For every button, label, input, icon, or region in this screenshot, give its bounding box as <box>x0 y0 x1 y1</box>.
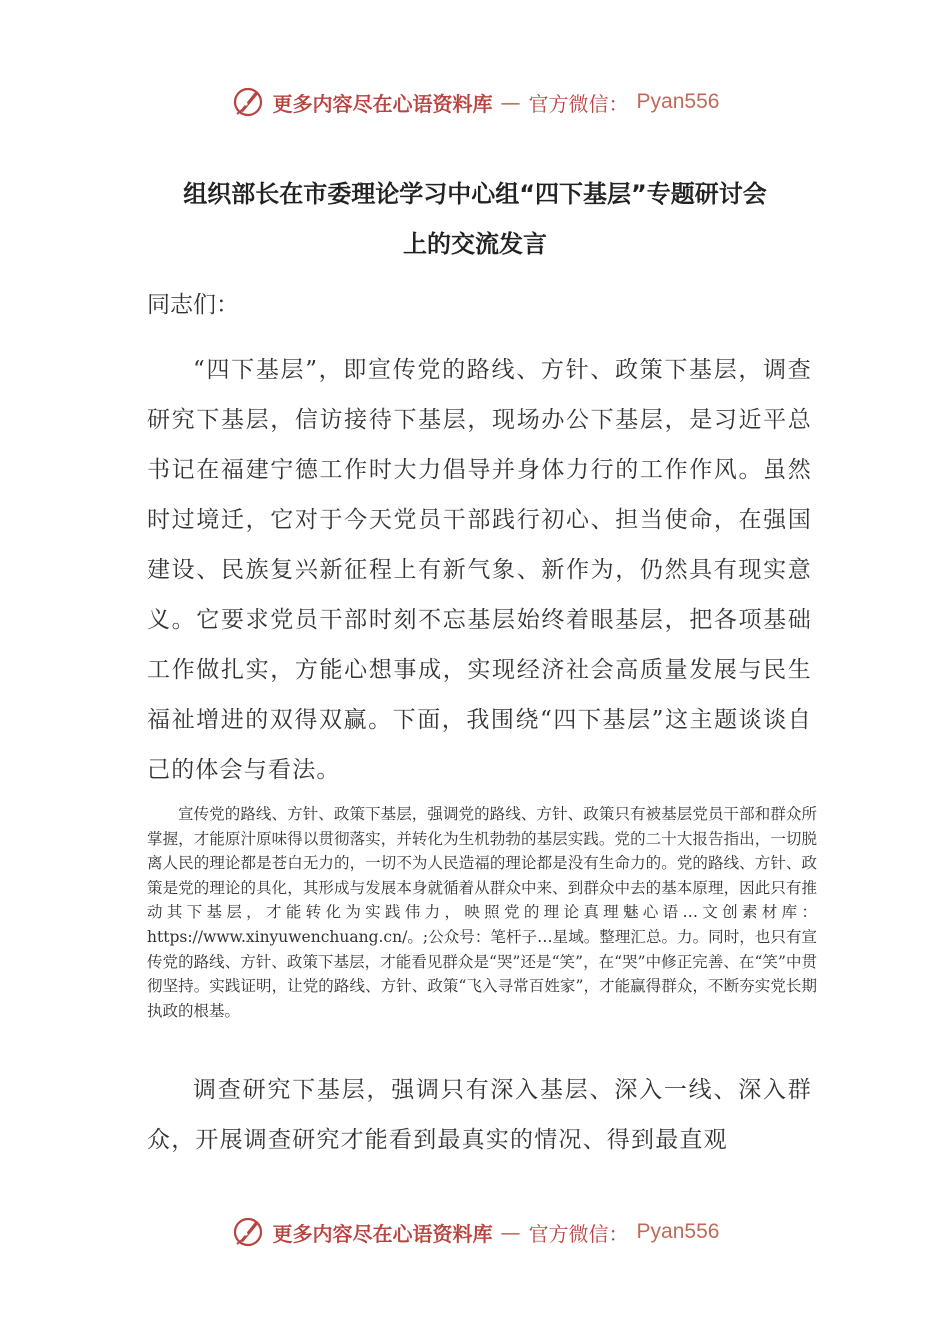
body-paragraph-2: 宣传党的路线、方针、政策下基层，强调党的路线、方针、政策只有被基层党员干部和群众所掌握，才能原汁原味得以贯彻落实，并转化为生机勃勃的基层实践。党的二十大报告指出，一切脱离人民的理论都是苍白无力的，一切不为人民造福的理论都是没有生命力的。党的路线、方针、政策是党的理论的具化，其形成与发展本身就循着从群众中来、到群众中去的基本原理，因此只有推动其下基层，才能转化为实践伟力，映照党的理论真理魅心语…文创素材库：https://www.xinyuwenchuang.cn/。;公众号：笔杆子…星域。整理汇总。力。同时，也只有宣传党的路线、方针、政策下基层，才能看见群众是“哭”还是“笑”，在“哭”中修正完善、在“笑”中贯彻坚持。实践证明，让党的路线、方针、政策“飞入寻常百姓家”，才能赢得群众，不断夯实党长期执政的根基。 <box>147 805 817 1020</box>
quill-pen-logo-icon <box>231 85 265 119</box>
watermark-wechat-id: Pyan556 <box>636 90 720 113</box>
watermark-wechat-id: Pyan556 <box>636 1220 720 1243</box>
watermark-site-name: 更多内容尽在心语资料库 <box>272 1221 493 1246</box>
watermark-wechat-label: 官方微信： <box>528 1221 629 1246</box>
body-paragraph-1: “四下基层”，即宣传党的路线、方针、政策下基层，调查研究下基层，信访接待下基层，现场办公下基层，是习近平总书记在福建宁德工作时大力倡导并身体力行的工作作风。虽然时过境迁，它对于今天党员干部践行初心、担当使命，在强国建设、民族复兴新征程上有新气象、新作为，仍然具有现实意义。它要求党员干部时刻不忘基层始终着眼基层，把各项基础工作做扎实，方能心想事成，实现经济社会高质量发展与民生福祉增进的双得双赢。下面，我围绕“四下基层”这主题谈谈自己的体会与看法。 <box>147 357 812 783</box>
salutation: 同志们： <box>147 292 239 318</box>
watermark-dash: — <box>500 90 521 114</box>
document-title-line-1: 组织部长在市委理论学习中心组“四下基层”专题研讨会 <box>183 180 767 208</box>
header-watermark <box>0 80 950 124</box>
footer-watermark <box>0 1210 950 1254</box>
body-paragraph-3: 调查研究下基层，强调只有深入基层、深入一线、深入群众，开展调查研究才能看到最真实的情况、得到最直观 <box>147 1077 812 1153</box>
watermark-wechat-label: 官方微信： <box>528 91 629 116</box>
quill-pen-logo-icon <box>231 1215 265 1249</box>
watermark-site-name: 更多内容尽在心语资料库 <box>272 91 493 116</box>
document-title-line-2: 上的交流发言 <box>403 230 547 258</box>
watermark-dash: — <box>500 1220 521 1244</box>
